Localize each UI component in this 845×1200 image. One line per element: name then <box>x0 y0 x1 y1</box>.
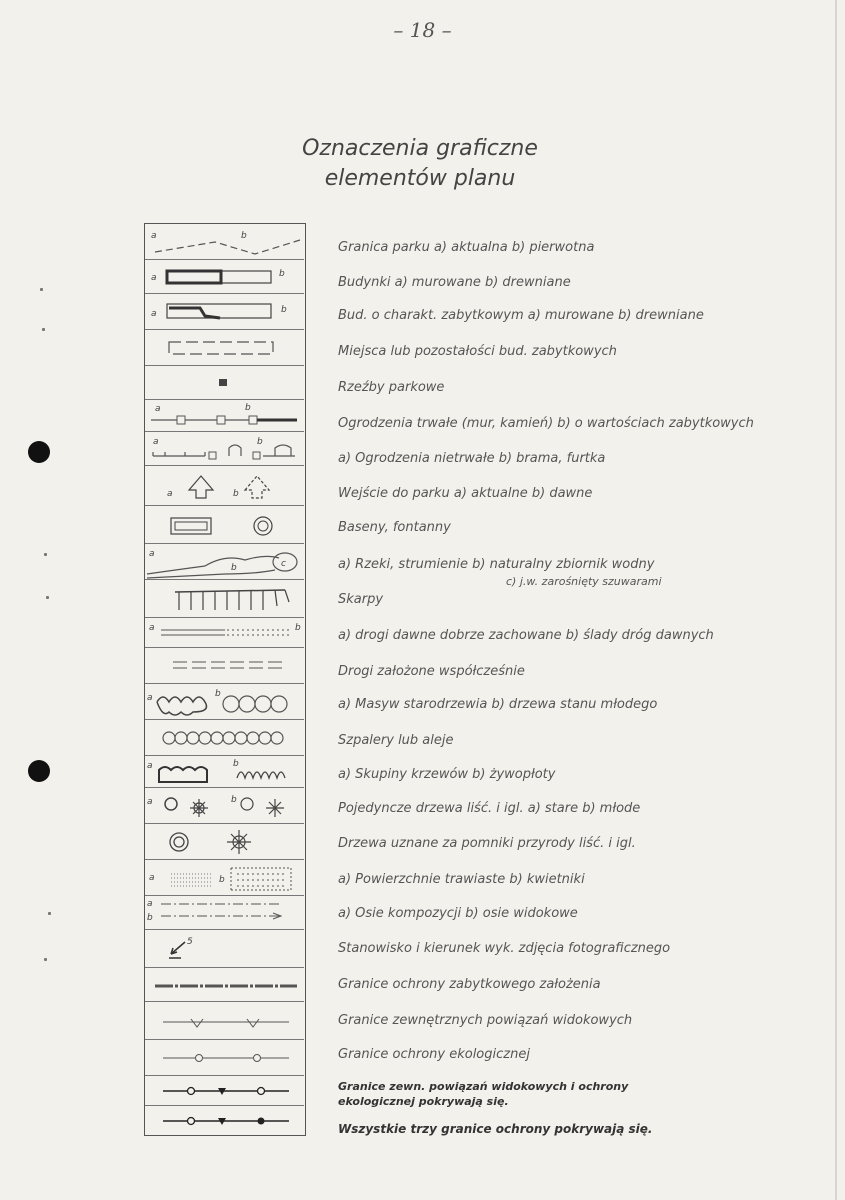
legend-symbol-row <box>145 788 304 824</box>
svg-text:b: b <box>257 437 263 447</box>
title-line-1: Oznaczenia graficzne <box>302 136 538 161</box>
legend-symbol-row <box>145 930 304 968</box>
legend-desc: Granica parku a) aktualna b) pierwotna <box>338 240 595 255</box>
legend-desc: Bud. o charakt. zabytkowym a) murowane b) drewniane <box>338 308 704 323</box>
all-boundaries-icon <box>145 1106 304 1135</box>
slope-icon <box>145 580 304 618</box>
legend-desc: a) Rzeki, strumienie b) naturalny zbiornik wodny <box>338 557 655 572</box>
speck <box>42 328 45 331</box>
legend-desc: Skarpy <box>338 592 384 607</box>
building-icon <box>145 260 304 294</box>
punch-hole <box>28 441 50 463</box>
legend-desc: a) Skupiny krzewów b) żywopłoty <box>338 767 556 782</box>
legend-desc: Rzeźby parkowe <box>338 380 445 395</box>
monument-tree-icon <box>145 824 304 860</box>
combined-boundary-icon <box>145 1076 304 1106</box>
legend-desc: Miejsca lub pozostałości bud. zabytkowych <box>338 344 617 359</box>
svg-text:a: a <box>151 273 157 283</box>
historic-building-icon <box>145 294 304 330</box>
legend-desc-cont: c) j.w. zarośnięty szuwarami <box>506 575 662 588</box>
legend-symbol-row <box>145 860 304 896</box>
legend-desc: Granice ochrony zabytkowego założenia <box>338 977 601 992</box>
legend-symbol-row <box>145 648 304 684</box>
speck <box>44 553 47 556</box>
legend-desc-cont: ekologicznej pokrywają się. <box>338 1095 509 1108</box>
svg-text:a: a <box>147 761 153 771</box>
punch-hole <box>28 760 50 782</box>
svg-text:a: a <box>147 797 153 807</box>
speck <box>46 596 49 599</box>
svg-text:c: c <box>281 559 286 569</box>
svg-text:b: b <box>245 403 251 413</box>
speck <box>48 912 51 915</box>
river-icon <box>145 544 304 580</box>
tree-row-icon <box>145 720 304 756</box>
legend-symbol-row <box>145 506 304 544</box>
legend-symbol-row <box>145 684 304 720</box>
legend-desc: a) Powierzchnie trawiaste b) kwietniki <box>338 872 585 887</box>
legend-symbol-row <box>145 466 304 506</box>
svg-text:b: b <box>215 689 221 699</box>
legend-symbol-row <box>145 544 304 580</box>
legend-desc: Wejście do parku a) aktualne b) dawne <box>338 486 593 501</box>
legend-symbol-row <box>145 1002 304 1040</box>
page-edge <box>835 0 837 1200</box>
legend-symbol-row <box>145 1040 304 1076</box>
svg-text:b: b <box>231 563 237 573</box>
title-line-2: elementów planu <box>324 166 516 191</box>
legend-symbol-row <box>145 1076 304 1106</box>
old-road-icon <box>145 618 304 648</box>
svg-text:a: a <box>149 623 155 633</box>
legend-symbol-row <box>145 896 304 930</box>
legend-desc: a) Ogrodzenia nietrwałe b) brama, furtka <box>338 451 606 466</box>
svg-text:a: a <box>147 693 153 703</box>
legend-symbol-row <box>145 432 304 466</box>
legend-desc: Drogi założone współcześnie <box>338 664 525 679</box>
heritage-boundary-icon <box>145 968 304 1002</box>
legend-symbol-row <box>145 580 304 618</box>
ruins-icon <box>145 330 304 366</box>
svg-text:a: a <box>147 899 153 909</box>
svg-text:a: a <box>155 404 161 414</box>
legend-desc: Budynki a) murowane b) drewniane <box>338 275 571 290</box>
legend-desc: Granice zewnętrznych powiązań widokowych <box>338 1013 633 1028</box>
tree-mass-icon <box>145 684 304 720</box>
sculpture-icon <box>145 366 304 400</box>
legend-symbol-row <box>145 400 304 432</box>
fountain-icon <box>145 506 304 544</box>
svg-text:a: a <box>167 489 173 499</box>
legend-desc: a) Masyw starodrzewia b) drzewa stanu młodego <box>338 697 658 712</box>
lawn-icon <box>145 860 304 896</box>
legend-desc: a) Osie kompozycji b) osie widokowe <box>338 906 578 921</box>
new-road-icon <box>145 648 304 684</box>
legend-desc: Granice ochrony ekologicznej <box>338 1047 530 1062</box>
eco-boundary-icon <box>145 1040 304 1076</box>
svg-text:a: a <box>151 309 157 319</box>
page-number: – 18 – <box>393 18 452 42</box>
legend-symbol-row <box>145 618 304 648</box>
legend-symbol-row <box>145 366 304 400</box>
legend-desc: Pojedyncze drzewa liść. i igl. a) stare b) młode <box>338 801 641 816</box>
camera-position-icon <box>145 930 304 968</box>
svg-text:b: b <box>281 305 287 315</box>
speck <box>44 958 47 961</box>
legend-desc: Szpalery lub aleje <box>338 733 454 748</box>
svg-text:b: b <box>279 269 285 279</box>
svg-text:b: b <box>147 913 153 923</box>
legend-desc: Drzewa uznane za pomniki przyrody liść. i igl. <box>338 836 636 851</box>
legend-desc: Baseny, fontanny <box>338 520 451 535</box>
legend-symbol-row <box>145 224 304 260</box>
legend-symbol-row <box>145 824 304 860</box>
shrub-icon <box>145 756 304 788</box>
single-tree-icon <box>145 788 304 824</box>
svg-text:a: a <box>149 873 155 883</box>
legend-symbol-row <box>145 968 304 1002</box>
svg-text:b: b <box>231 795 237 805</box>
svg-text:a: a <box>149 549 155 559</box>
legend-desc: Ogrodzenia trwałe (mur, kamień) b) o wartościach zabytkowych <box>338 416 754 431</box>
legend-symbol-row <box>145 330 304 366</box>
svg-text:b: b <box>295 623 301 633</box>
legend-symbol-row <box>145 720 304 756</box>
svg-text:a: a <box>151 231 157 241</box>
svg-text:5: 5 <box>187 937 193 947</box>
svg-text:a: a <box>153 437 159 447</box>
legend-symbol-table <box>144 223 306 1136</box>
svg-text:b: b <box>233 759 239 769</box>
legend-desc: Granice zewn. powiązań widokowych i ochrony <box>338 1080 629 1093</box>
boundary-line-icon <box>145 224 304 260</box>
temporary-fence-icon <box>145 432 304 466</box>
legend-symbol-row <box>145 294 304 330</box>
entrance-arrow-icon <box>145 466 304 506</box>
legend-symbol-row <box>145 1106 304 1135</box>
speck <box>40 288 43 291</box>
svg-text:b: b <box>219 875 225 885</box>
legend-symbol-row <box>145 260 304 294</box>
svg-text:b: b <box>233 489 239 499</box>
permanent-fence-icon <box>145 400 304 432</box>
legend-desc: a) drogi dawne dobrze zachowane b) ślady dróg dawnych <box>338 628 714 643</box>
svg-text:b: b <box>241 231 247 241</box>
legend-desc: Stanowisko i kierunek wyk. zdjęcia fotograficznego <box>338 941 671 956</box>
legend-symbol-row <box>145 756 304 788</box>
view-boundary-icon <box>145 1002 304 1040</box>
axis-icon <box>145 896 304 930</box>
legend-desc: Wszystkie trzy granice ochrony pokrywają się. <box>338 1122 653 1136</box>
